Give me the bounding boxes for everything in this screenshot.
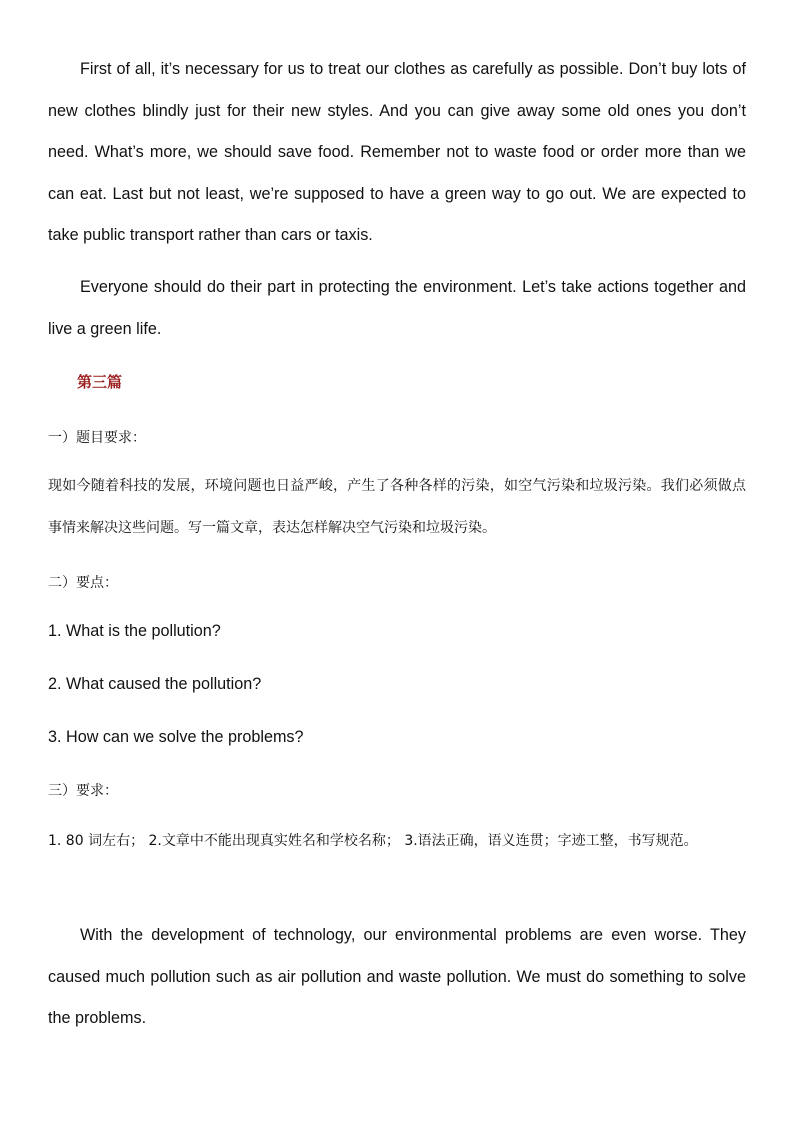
- prompt-text: 现如今随着科技的发展，环境问题也日益严峻，产生了各种各样的污染，如空气污染和垃圾污染。我们必须做点事情来解决这些问题。写一篇文章，表达怎样解决空气污染和垃圾污染。: [48, 478, 746, 536]
- points-title: 二）要点：: [48, 575, 118, 591]
- essay-paragraph-2: Everyone should do their part in protecting the environment. Let’s take actions together and live a green life.: [48, 278, 746, 338]
- point-item-3: 3. How can we solve the problems?: [48, 728, 304, 746]
- section-heading: 第三篇: [77, 373, 123, 391]
- requirements-title: 三）要求：: [48, 783, 118, 799]
- point-item-1: 1. What is the pollution?: [48, 622, 221, 640]
- essay-paragraph-1: First of all, it’s necessary for us to treat our clothes as carefully as possible. Don’t buy lots of new clothes blindly just for their new styles. And you can give away some old ones you don’t need. What’s more, we should save food. Remember not to waste food or order more than we can eat. Last but not least, we’re supposed to have a green way to go out. We are expected to take public transport rather than cars or taxis.: [48, 60, 746, 245]
- sample-essay-paragraph: With the development of technology, our environmental problems are even worse. They caused much pollution such as air pollution and waste pollution. We must do something to solve the problems.: [48, 926, 746, 1028]
- point-item-2: 2. What caused the pollution?: [48, 675, 262, 693]
- requirements-text: 1. 80 词左右； 2.文章中不能出现真实姓名和学校名称； 3.语法正确，语义连贯；字迹工整，书写规范。: [48, 833, 698, 849]
- prompt-title: 一）题目要求：: [48, 430, 146, 446]
